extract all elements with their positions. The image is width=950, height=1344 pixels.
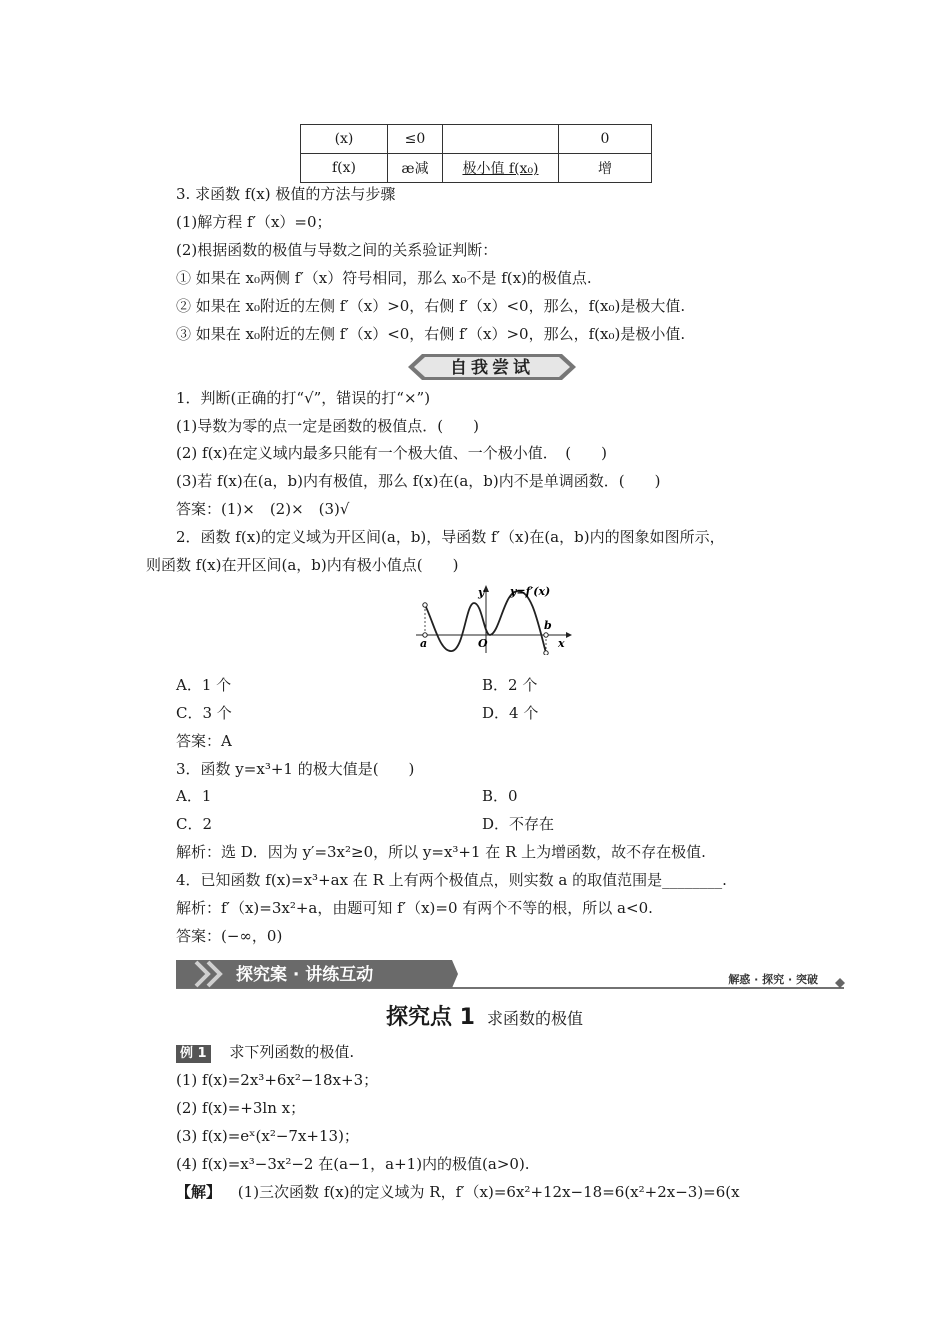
question-stem: 4．已知函数 f(x)=x³+ax 在 R 上有两个极值点，则实数 a 的取值范围是________. — [176, 871, 727, 889]
example-stem: 求下列函数的极值. — [229, 1043, 355, 1061]
question-item: (3)若 f(x)在(a，b)内有极值，那么 f(x)在(a，b)内不是单调函数．( ) — [176, 472, 661, 490]
graph-curve-label: y=f′(x) — [510, 585, 551, 598]
example-item: (3) f(x)=eˣ(x²−7x+13)； — [176, 1127, 359, 1145]
analysis-text: 解析：f′（x)=3x²+a，由题可知 f′（x)=0 有两个不等的根，所以 a<0. — [176, 899, 653, 917]
table-cell: (x) — [301, 125, 388, 154]
table-cell: ≤0 — [388, 125, 443, 154]
section-title: 3. 求函数 f(x) 极值的方法与步骤 — [176, 185, 396, 203]
option-c: C．3 个 — [176, 704, 232, 722]
question-stem: 1．判断(正确的打“√”，错误的打“×”) — [176, 389, 431, 407]
table-row — [301, 154, 652, 183]
graph-y-label: y — [478, 586, 485, 599]
table-cell — [443, 125, 559, 154]
graph-a-label: a — [420, 637, 428, 650]
solution-tag: 【解】 — [176, 1183, 222, 1201]
answer-text: 答案：(−∞，0) — [176, 927, 283, 945]
explore-banner-subtitle: 解惑 · 探究 · 突破 — [728, 973, 818, 986]
explore-point-heading — [386, 1000, 583, 1031]
option-d: D．不存在 — [482, 815, 555, 833]
step-text: (1)解方程 f′（x）=0； — [176, 213, 332, 231]
option-d: D．4 个 — [482, 704, 539, 722]
solution-line — [176, 1182, 740, 1202]
option-a: A．1 个 — [176, 676, 232, 694]
self-test-banner — [408, 352, 576, 382]
step-text: ① 如果在 x₀两侧 f′（x）符号相同，那么 x₀不是 f(x)的极值点. — [176, 269, 592, 287]
question-item: (2) f(x)在定义域内最多只能有一个极大值、一个极小值． ( ) — [176, 444, 607, 462]
step-text: ③ 如果在 x₀附近的左侧 f′（x）<0，右侧 f′（x）>0，那么，f(x₀)是极小值. — [176, 325, 686, 343]
question-stem: 则函数 f(x)在开区间(a，b)内有极小值点( ) — [146, 556, 459, 574]
option-c: C．2 — [176, 815, 213, 833]
solution-text: (1)三次函数 f(x)的定义域为 R，f′（x)=6x²+12x−18=6(x²+2x−3)=6(x — [237, 1183, 740, 1201]
explore-banner-title: 探究案 · 讲练互动 — [236, 965, 374, 985]
monotonicity-table — [300, 124, 652, 183]
table-cell: 增 — [559, 154, 652, 183]
option-b: B．2 个 — [482, 676, 538, 694]
question-stem: 2．函数 f(x)的定义域为开区间(a，b)，导函数 f′（x)在(a，b)内的图象如图所示， — [176, 528, 725, 546]
table-cell: f(x) — [301, 154, 388, 183]
option-a: A．1 — [176, 787, 212, 805]
example-item: (2) f(x)=+3ln x； — [176, 1099, 306, 1117]
explore-banner — [176, 958, 848, 992]
analysis-text: 解析：选 D．因为 y′=3x²≥0，所以 y=x³+1 在 R 上为增函数，故不存在极值. — [176, 843, 706, 861]
example-item: (4) f(x)=x³−3x²−2 在(a−1，a+1)内的极值(a>0). — [176, 1155, 530, 1173]
graph-x-label: x — [558, 637, 565, 650]
table-cell: 极小值 f(x₀) — [443, 154, 559, 183]
table-cell: æ减 — [388, 154, 443, 183]
question-item: (1)导数为零的点一定是函数的极值点．( ) — [176, 417, 479, 435]
answer-text: 答案：A — [176, 732, 232, 750]
table-row — [301, 125, 652, 154]
derivative-graph — [412, 583, 572, 655]
option-b: B．0 — [482, 787, 518, 805]
table-cell: 0 — [559, 125, 652, 154]
step-text: (2)根据函数的极值与导数之间的关系验证判断： — [176, 241, 498, 259]
answer-text: 答案：(1)× (2)× (3)√ — [176, 500, 350, 518]
explore-point-title: 探究点 1 — [386, 1005, 475, 1030]
graph-b-label: b — [544, 619, 552, 632]
step-text: ② 如果在 x₀附近的左侧 f′（x）>0，右侧 f′（x）<0，那么，f(x₀)是极大值. — [176, 297, 686, 315]
example-tag: 例 1 — [176, 1045, 211, 1063]
self-test-title: 自我尝试 — [450, 358, 534, 378]
question-stem: 3．函数 y=x³+1 的极大值是( ) — [176, 760, 415, 778]
example-header — [176, 1042, 354, 1063]
graph-origin-label: O — [478, 637, 488, 650]
explore-point-subtitle: 求函数的极值 — [486, 1009, 583, 1028]
example-item: (1) f(x)=2x³+6x²−18x+3； — [176, 1071, 379, 1089]
